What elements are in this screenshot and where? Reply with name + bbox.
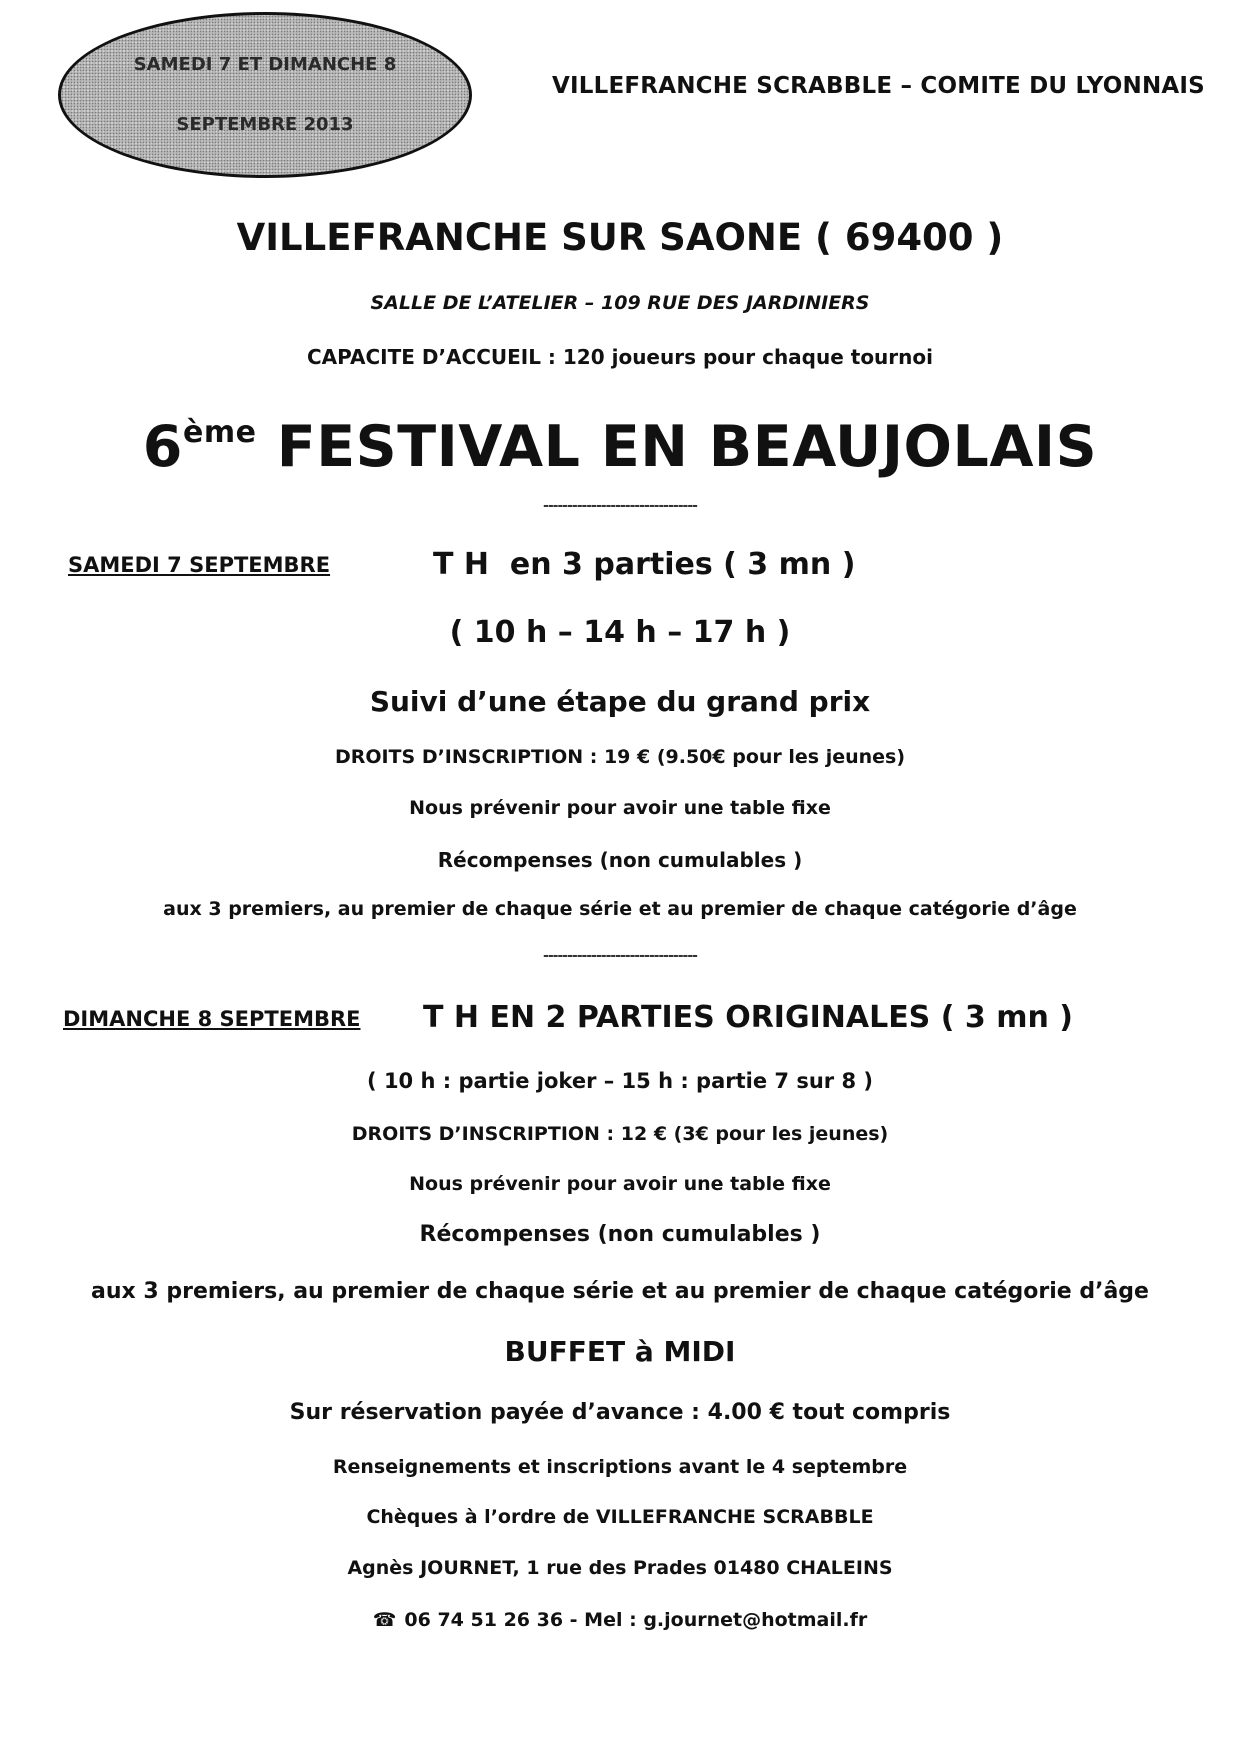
organizer-header: VILLEFRANCHE SCRABBLE – COMITE DU LYONNAIS — [552, 73, 1205, 99]
festival-ordinal: ème — [182, 415, 257, 450]
venue-address: SALLE DE L’ATELIER – 109 RUE DES JARDINIERS — [370, 292, 870, 314]
contact-address: Agnès JOURNET, 1 rue des Prades 01480 CHALEINS — [347, 1557, 893, 1579]
sunday-table-note: Nous prévenir pour avoir une table fixe — [409, 1173, 831, 1195]
separator-1: -------------------------------- — [543, 498, 697, 514]
telephone-icon: ☎ — [372, 1609, 397, 1631]
festival-name: FESTIVAL EN BEAUJOLAIS — [276, 414, 1098, 480]
sunday-times: ( 10 h : partie joker – 15 h : partie 7 sur 8 ) — [367, 1069, 873, 1093]
saturday-rewards: Récompenses (non cumulables ) — [437, 848, 803, 872]
saturday-table-note: Nous prévenir pour avoir une table fixe — [409, 797, 831, 819]
date-oval — [58, 12, 472, 178]
festival-title — [0, 414, 1240, 480]
date-line-1: SAMEDI 7 ET DIMANCHE 8 — [133, 54, 397, 75]
phone-email-text: 06 74 51 26 36 - Mel : g.journet@hotmail.fr — [404, 1609, 868, 1631]
capacity-line: CAPACITE D’ACCUEIL : 120 joueurs pour chaque tournoi — [307, 345, 933, 369]
saturday-event: T H en 3 parties ( 3 mn ) — [433, 547, 856, 582]
date-line-2: SEPTEMBRE 2013 — [176, 114, 354, 135]
contact-phone-email — [0, 1609, 1240, 1631]
saturday-rewards-detail: aux 3 premiers, au premier de chaque série et au premier de chaque catégorie d’âge — [163, 898, 1077, 920]
saturday-fees: DROITS D’INSCRIPTION : 19 € (9.50€ pour les jeunes) — [334, 746, 906, 768]
buffet-reservation: Sur réservation payée d’avance : 4.00 € tout compris — [289, 1400, 951, 1425]
saturday-label: SAMEDI 7 SEPTEMBRE — [68, 553, 331, 577]
saturday-times: ( 10 h – 14 h – 17 h ) — [449, 615, 791, 650]
cheque-instructions: Chèques à l’ordre de VILLEFRANCHE SCRABBLE — [366, 1506, 874, 1528]
sunday-label: DIMANCHE 8 SEPTEMBRE — [63, 1007, 361, 1031]
sunday-fees: DROITS D’INSCRIPTION : 12 € (3€ pour les jeunes) — [351, 1123, 889, 1145]
festival-number: 6 — [142, 414, 183, 480]
sunday-event: T H EN 2 PARTIES ORIGINALES ( 3 mn ) — [423, 1000, 1073, 1035]
saturday-followup: Suivi d’une étape du grand prix — [369, 685, 871, 718]
city-title: VILLEFRANCHE SUR SAONE ( 69400 ) — [236, 216, 1004, 259]
sunday-rewards: Récompenses (non cumulables ) — [419, 1222, 821, 1247]
sunday-rewards-detail: aux 3 premiers, au premier de chaque série et au premier de chaque catégorie d’âge — [91, 1279, 1149, 1304]
separator-2: -------------------------------- — [543, 948, 697, 964]
registration-deadline: Renseignements et inscriptions avant le 4 septembre — [332, 1456, 908, 1478]
buffet-title: BUFFET à MIDI — [504, 1335, 736, 1368]
